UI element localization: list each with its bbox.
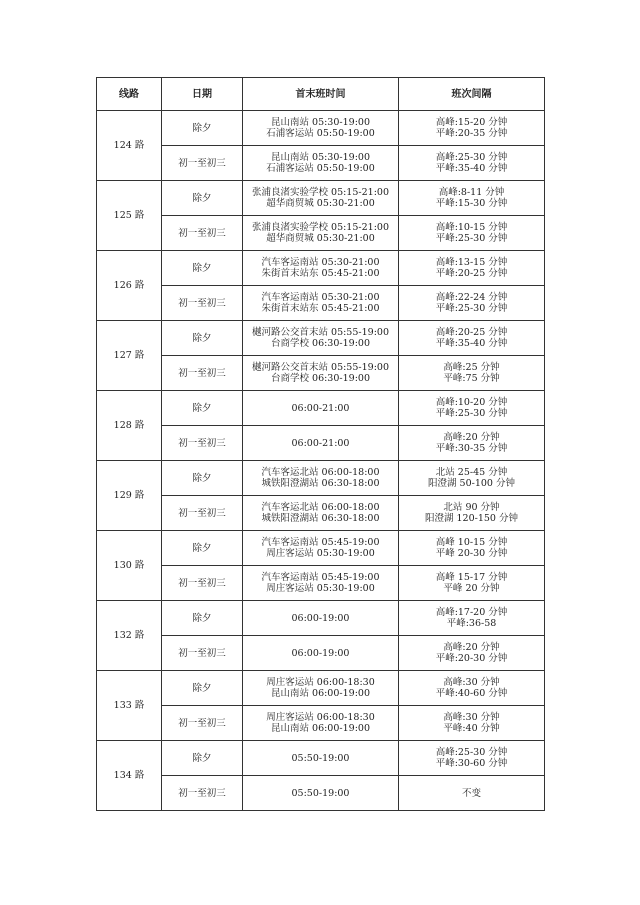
table-row [97,286,545,321]
interval-line: 平峰:25-30 分钟 [435,303,508,314]
table-row [97,776,545,811]
interval-line: 高峰:20 分钟 [443,432,500,443]
table-row [97,636,545,671]
interval-line: 北站 25-45 分钟 [435,467,508,478]
date-cell: 初一至初三 [162,706,243,741]
table-row [97,111,545,146]
time-line: 06:00-19:00 [291,612,350,624]
route-cell: 130 路 [97,531,162,601]
interval-line: 高峰:30 分钟 [443,677,500,688]
time-line: 05:50-19:00 [291,787,350,799]
time-line: 汽车客运南站 05:30-21:00 [261,292,380,303]
time-line: 昆山南站 06:00-19:00 [271,688,370,699]
time-cell [243,706,399,741]
interval-line: 阳澄湖 120-150 分钟 [424,513,518,524]
header-date: 日期 [162,78,243,111]
interval-line: 平峰:36-58 [446,618,497,629]
interval-line: 平峰:40-60 分钟 [435,688,508,699]
time-line: 05:50-19:00 [291,752,350,764]
time-line: 周庄客运站 05:30-19:00 [266,583,375,594]
interval-line: 高峰:15-20 分钟 [435,117,508,128]
interval-line: 平峰:35-40 分钟 [435,338,508,349]
table-row [97,601,545,636]
interval-cell [399,146,545,181]
time-line: 城铁阳澄湖站 06:30-18:00 [261,478,380,489]
table-row [97,706,545,741]
interval-line: 平峰:20-30 分钟 [435,653,508,664]
route-cell: 126 路 [97,251,162,321]
time-line: 台商学校 06:30-19:00 [271,373,370,384]
table-row [97,496,545,531]
table-row [97,391,545,426]
time-line: 06:00-19:00 [291,647,350,659]
date-cell: 除夕 [162,391,243,426]
interval-line: 高峰:10-20 分钟 [435,397,508,408]
time-cell [243,356,399,391]
interval-line: 高峰:30 分钟 [443,712,500,723]
interval-cell [399,216,545,251]
route-cell: 133 路 [97,671,162,741]
header-interval: 班次间隔 [399,78,545,111]
interval-line: 平峰:25-30 分钟 [435,408,508,419]
time-cell [243,461,399,496]
table-body [97,111,545,811]
time-line: 汽车客运南站 05:30-21:00 [261,257,380,268]
interval-cell [399,251,545,286]
interval-cell [399,391,545,426]
time-cell [243,531,399,566]
table-row [97,566,545,601]
interval-cell [399,426,545,461]
date-cell: 初一至初三 [162,356,243,391]
time-line: 超华商贸城 05:30-21:00 [266,233,375,244]
interval-line: 高峰:25-30 分钟 [435,152,508,163]
interval-cell [399,286,545,321]
interval-cell [399,566,545,601]
interval-line: 高峰 10-15 分钟 [435,537,508,548]
time-cell [243,251,399,286]
interval-line: 平峰 20-30 分钟 [435,548,508,559]
route-cell: 124 路 [97,111,162,181]
interval-cell [399,111,545,146]
time-line: 张浦良渚实验学校 05:15-21:00 [252,187,389,198]
time-line: 昆山南站 06:00-19:00 [271,723,370,734]
table-header-row [97,78,545,111]
time-cell [243,671,399,706]
time-cell [243,286,399,321]
interval-line: 平峰:15-30 分钟 [435,198,508,209]
interval-line: 平峰:30-60 分钟 [435,758,508,769]
date-cell: 初一至初三 [162,566,243,601]
time-line: 周庄客运站 06:00-18:30 [266,712,375,723]
interval-line: 高峰:25 分钟 [443,362,500,373]
time-cell [243,636,399,671]
time-line: 张浦良渚实验学校 05:15-21:00 [252,222,389,233]
interval-line: 不变 [461,787,481,799]
header-route: 线路 [97,78,162,111]
date-cell: 初一至初三 [162,496,243,531]
time-line: 06:00-21:00 [291,437,350,449]
interval-cell [399,181,545,216]
time-cell [243,601,399,636]
table-row [97,671,545,706]
interval-line: 平峰:20-25 分钟 [435,268,508,279]
time-line: 汽车客运北站 06:00-18:00 [261,467,380,478]
table-row [97,216,545,251]
time-line: 朱街首末站东 05:45-21:00 [261,303,380,314]
route-cell: 127 路 [97,321,162,391]
date-cell: 初一至初三 [162,426,243,461]
time-cell [243,216,399,251]
time-cell [243,321,399,356]
time-line: 周庄客运站 05:30-19:00 [266,548,375,559]
table-row [97,251,545,286]
time-line: 06:00-21:00 [291,402,350,414]
interval-cell [399,776,545,811]
interval-cell [399,636,545,671]
interval-line: 高峰:17-20 分钟 [435,607,508,618]
time-cell [243,426,399,461]
route-cell: 132 路 [97,601,162,671]
interval-cell [399,741,545,776]
table-row [97,321,545,356]
time-line: 石浦客运站 05:50-19:00 [266,128,375,139]
interval-line: 阳澄湖 50-100 分钟 [428,478,515,489]
date-cell: 除夕 [162,461,243,496]
route-cell: 125 路 [97,181,162,251]
time-line: 汽车客运北站 06:00-18:00 [261,502,380,513]
table-row [97,741,545,776]
date-cell: 除夕 [162,531,243,566]
time-line: 城铁阳澄湖站 06:30-18:00 [261,513,380,524]
date-cell: 除夕 [162,111,243,146]
date-cell: 初一至初三 [162,286,243,321]
header-first-last-time: 首末班时间 [243,78,399,111]
date-cell: 除夕 [162,741,243,776]
time-line: 石浦客运站 05:50-19:00 [266,163,375,174]
time-line: 周庄客运站 06:00-18:30 [266,677,375,688]
interval-line: 平峰:40 分钟 [443,723,500,734]
interval-line: 平峰:35-40 分钟 [435,163,508,174]
interval-cell [399,671,545,706]
table-row [97,181,545,216]
interval-cell [399,706,545,741]
interval-cell [399,531,545,566]
interval-line: 高峰:10-15 分钟 [435,222,508,233]
date-cell: 初一至初三 [162,636,243,671]
time-line: 昆山南站 05:30-19:00 [271,117,370,128]
time-line: 汽车客运南站 05:45-19:00 [261,537,380,548]
interval-line: 高峰:20-25 分钟 [435,327,508,338]
time-cell [243,566,399,601]
table-row [97,146,545,181]
table-row [97,531,545,566]
time-cell [243,496,399,531]
interval-line: 平峰:75 分钟 [443,373,500,384]
interval-cell [399,461,545,496]
date-cell: 除夕 [162,671,243,706]
time-line: 超华商贸城 05:30-21:00 [266,198,375,209]
date-cell: 除夕 [162,321,243,356]
bus-schedule-table [96,77,545,811]
interval-line: 高峰:22-24 分钟 [435,292,508,303]
time-line: 朱街首末站东 05:45-21:00 [261,268,380,279]
date-cell: 初一至初三 [162,216,243,251]
interval-line: 平峰:25-30 分钟 [435,233,508,244]
time-line: 昆山南站 05:30-19:00 [271,152,370,163]
time-cell [243,776,399,811]
interval-line: 平峰 20 分钟 [443,583,500,594]
time-line: 汽车客运南站 05:45-19:00 [261,572,380,583]
interval-cell [399,601,545,636]
time-cell [243,111,399,146]
interval-cell [399,496,545,531]
interval-line: 高峰:8-11 分钟 [438,187,505,198]
time-line: 台商学校 06:30-19:00 [271,338,370,349]
time-cell [243,146,399,181]
table-row [97,461,545,496]
interval-cell [399,356,545,391]
time-cell [243,741,399,776]
interval-cell [399,321,545,356]
date-cell: 除夕 [162,251,243,286]
table-row [97,426,545,461]
date-cell: 除夕 [162,601,243,636]
date-cell: 除夕 [162,181,243,216]
interval-line: 平峰:20-35 分钟 [435,128,508,139]
route-cell: 129 路 [97,461,162,531]
date-cell: 初一至初三 [162,776,243,811]
interval-line: 高峰 15-17 分钟 [435,572,508,583]
interval-line: 平峰:30-35 分钟 [435,443,508,454]
table-row [97,356,545,391]
interval-line: 高峰:20 分钟 [443,642,500,653]
date-cell: 初一至初三 [162,146,243,181]
time-cell [243,391,399,426]
interval-line: 高峰:25-30 分钟 [435,747,508,758]
time-line: 樾河路公交首末站 05:55-19:00 [252,362,389,373]
time-cell [243,181,399,216]
time-line: 樾河路公交首末站 05:55-19:00 [252,327,389,338]
interval-line: 北站 90 分钟 [443,502,500,513]
route-cell: 134 路 [97,741,162,811]
interval-line: 高峰:13-15 分钟 [435,257,508,268]
route-cell: 128 路 [97,391,162,461]
